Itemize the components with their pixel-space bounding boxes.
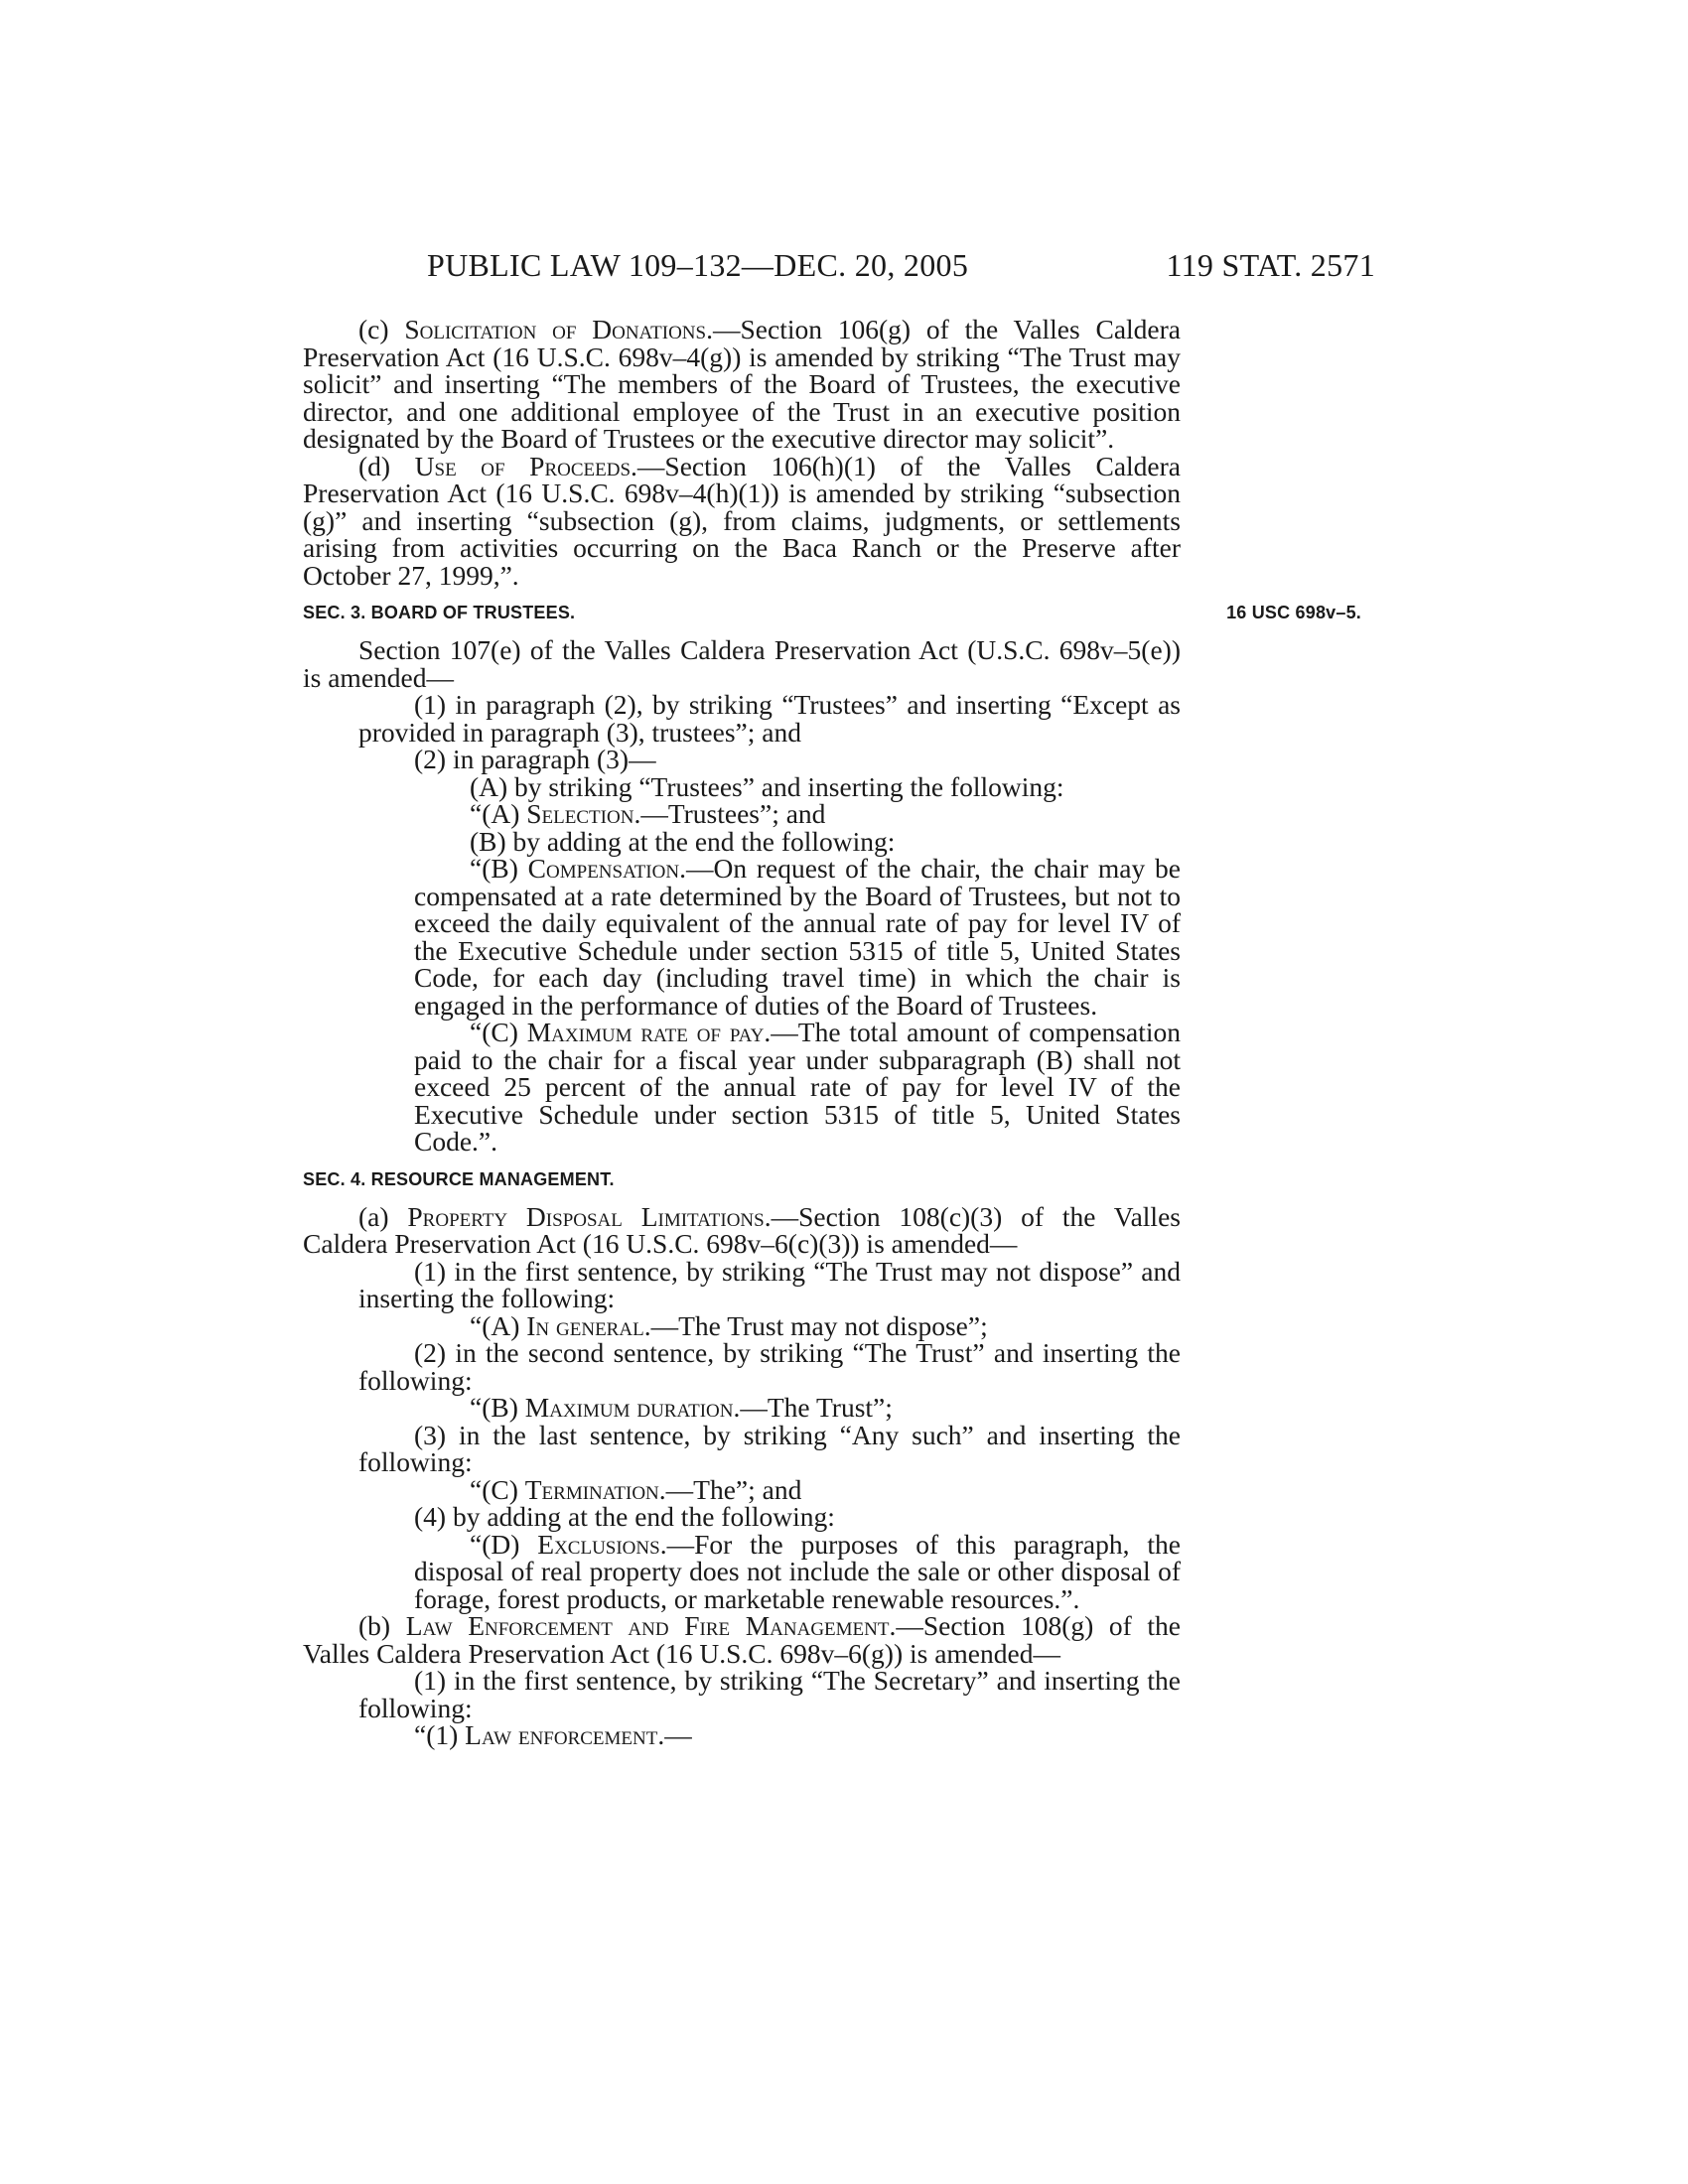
- sec4-a-paragraph-2: (2) in the second sentence, by striking “The Trust” and inserting the following:: [358, 1337, 1181, 1396]
- subsection-c: (c) Solicitation of Donations.—Section 106(g) of the Valles Caldera Preservation Act (16 U.S.C. 698v–4(g)) is amended by striking “The Trust may solicit” and inserting “The members of the Board of Trustees, the executive director, and one additional employee of the Trust in an executive position designated by the Board of Trustees or the executive director may solicit”.: [303, 314, 1182, 454]
- sec4-subsection-a: (a) Property Disposal Limitations.—Section 108(c)(3) of the Valles Caldera Preservation Act (16 U.S.C. 698v–6(c)(3)) is amended—: [303, 1200, 1181, 1259]
- header-title: PUBLIC LAW 109–132—DEC. 20, 2005: [427, 247, 969, 283]
- running-header: [298, 245, 1375, 285]
- sec3-heading: SEC. 3. BOARD OF TRUSTEES. 16 USC 698v–5.: [303, 603, 1361, 622]
- document-body: [303, 314, 1361, 1750]
- sec3-quoted-a: “(A) Selection.—Trustees”; and: [470, 798, 826, 829]
- margin-note: 16 USC 698v–5.: [1226, 603, 1361, 622]
- sec4-a-paragraph-3: (3) in the last sentence, by striking “Any such” and inserting the following:: [358, 1419, 1181, 1477]
- sec3-subparagraph-b: (B) by adding at the end the following:: [470, 825, 896, 857]
- sec4-b-paragraph-1: (1) in the first sentence, by striking “The Secretary” and inserting the following:: [358, 1665, 1181, 1723]
- header-stat-page: 119 STAT. 2571: [1166, 247, 1375, 283]
- sec4-heading: SEC. 4. RESOURCE MANAGEMENT.: [303, 1168, 615, 1189]
- sec3-paragraph-2: (2) in paragraph (3)—: [414, 744, 656, 774]
- sec3-quoted-b: “(B) Compensation.—On request of the chair, the chair may be compensated at a rate determined by the Board of Trustees, but not to exceed the daily equivalent of the annual rate of pay for level IV of the Executive Schedule under section 5315 of title 5, United States Code, for each day (including travel time) in which the chair is engaged in the performance of duties of the Board of Trustees.: [414, 853, 1181, 1021]
- sec4-a-paragraph-1: (1) in the first sentence, by striking “The Trust may not dispose” and inserting the following:: [358, 1255, 1181, 1313]
- sec4-quoted-1: “(1) Law enforcement.—: [414, 1719, 692, 1750]
- sec3-subparagraph-a: (A) by striking “Trustees” and inserting the following:: [470, 770, 1064, 802]
- sec4-subsection-b: (b) Law Enforcement and Fire Management.—Section 108(g) of the Valles Caldera Preservation Act (16 U.S.C. 698v–6(g)) is amended—: [303, 1610, 1181, 1669]
- subsection-d: (d) Use of Proceeds.—Section 106(h)(1) of the Valles Caldera Preservation Act (16 U.S.C. 698v–4(h)(1)) is amended by striking “subsection (g)” and inserting “subsection (g), from claims, judgments, or settlements arising from activities occurring on the Baca Ranch or the Preserve after October 27, 1999,”.: [303, 450, 1181, 591]
- sec4-quoted-c: “(C) Termination.—The”; and: [470, 1473, 802, 1505]
- sec4-quoted-d: “(D) Exclusions.—For the purposes of this paragraph, the disposal of real property does not include the sale or other disposal of forage, forest products, or marketable renewable resources.”.: [414, 1528, 1181, 1614]
- sec4-quoted-a: “(A) In general.—The Trust may not dispose”;: [470, 1309, 988, 1341]
- sec4-a-paragraph-4: (4) by adding at the end the following:: [414, 1501, 835, 1532]
- sec3-paragraph-1: (1) in paragraph (2), by striking “Trustees” and inserting “Except as provided in paragraph (3), trustees”; and: [358, 689, 1181, 748]
- subsection-c-heading: Solicitation of Donations: [404, 314, 707, 344]
- sec4-quoted-b: “(B) Maximum duration.—The Trust”;: [470, 1392, 893, 1423]
- sec3-quoted-c: “(C) Maximum rate of pay.—The total amount of compensation paid to the chair for a fiscal year under subparagraph (B) shall not exceed 25 percent of the annual rate of pay for level IV of the Executive Schedule under section 5315 of title 5, United States Code.”.: [414, 1017, 1181, 1157]
- sec3-intro: Section 107(e) of the Valles Caldera Preservation Act (U.S.C. 698v–5(e)) is amended—: [303, 634, 1181, 693]
- subsection-d-heading: Use of Proceeds: [414, 450, 632, 481]
